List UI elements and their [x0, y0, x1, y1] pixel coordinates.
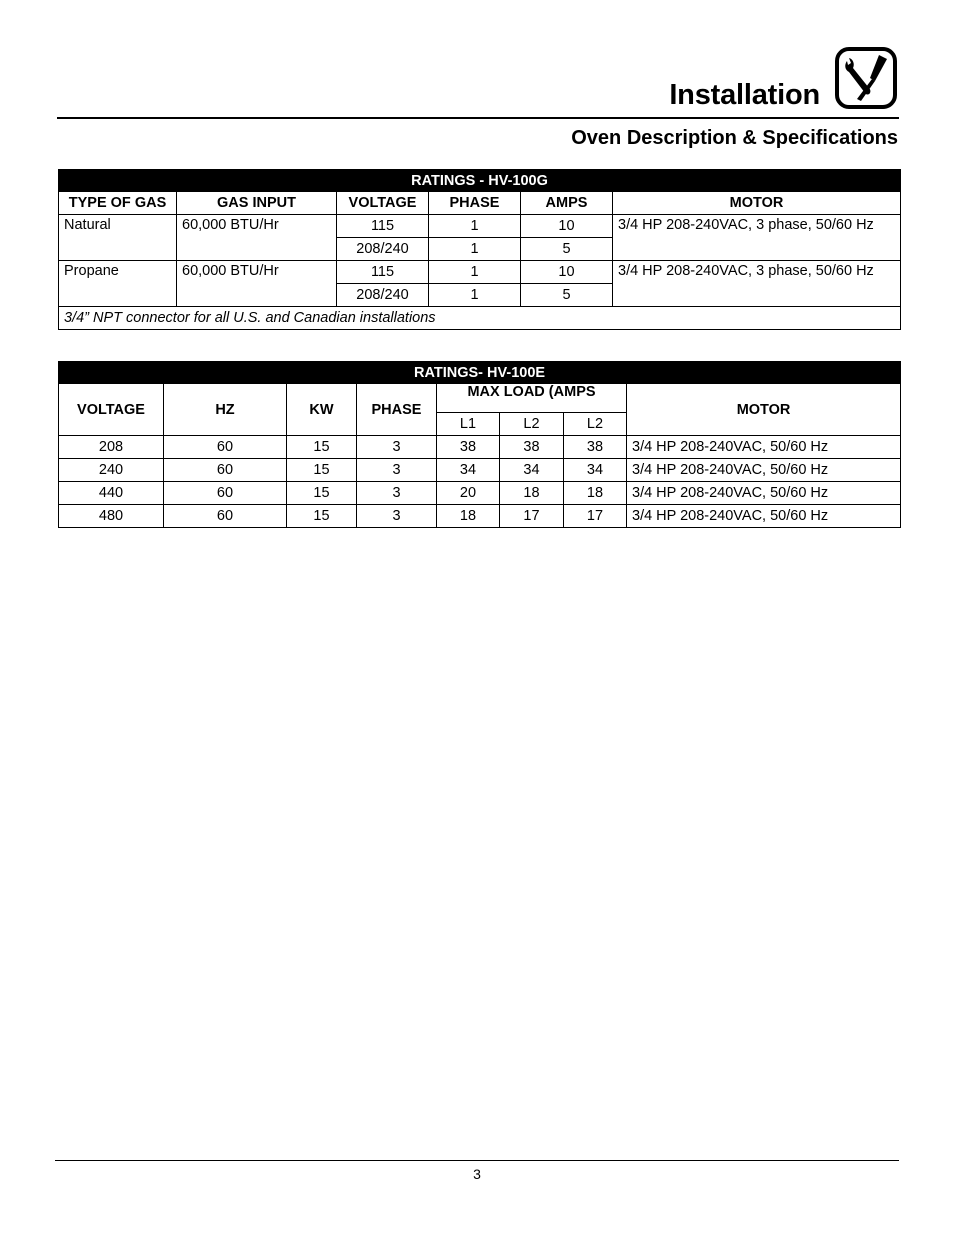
motor-cell: 3/4 HP 208-240VAC, 50/60 Hz	[627, 505, 901, 528]
voltage-cell: 440	[59, 482, 164, 505]
voltage-cell: 208/240	[337, 284, 429, 307]
l1-cell: 20	[437, 482, 500, 505]
column-header: MAX LOAD (AMPS	[437, 384, 627, 413]
voltage-cell: 240	[59, 459, 164, 482]
column-header: MOTOR	[627, 384, 901, 436]
ratings-hv-100e-table	[58, 361, 901, 528]
column-header: PHASE	[429, 192, 521, 215]
l3-cell: 17	[564, 505, 627, 528]
table-note: 3/4” NPT connector for all U.S. and Canadian installations	[59, 307, 901, 330]
page-number: 3	[473, 1166, 481, 1182]
column-header: TYPE OF GAS	[59, 192, 177, 215]
l2-cell: 17	[500, 505, 564, 528]
phase-cell: 1	[429, 261, 521, 284]
hz-cell: 60	[164, 459, 287, 482]
l1-cell: 18	[437, 505, 500, 528]
table-row	[59, 505, 901, 528]
table-title: RATINGS- HV-100E	[59, 362, 901, 384]
motor-cell: 3/4 HP 208-240VAC, 50/60 Hz	[627, 459, 901, 482]
voltage-cell: 208/240	[337, 238, 429, 261]
column-header: GAS INPUT	[177, 192, 337, 215]
voltage-cell: 115	[337, 215, 429, 238]
kw-cell: 15	[287, 505, 357, 528]
table-row	[59, 482, 901, 505]
wrench-screwdriver-icon	[835, 47, 897, 109]
column-header: KW	[287, 384, 357, 436]
page-title: Installation	[669, 79, 820, 111]
sub-header: L2	[500, 413, 564, 436]
header-divider	[57, 117, 899, 119]
column-header: VOLTAGE	[59, 384, 164, 436]
ratings-hv-100g-table	[58, 169, 901, 330]
motor-cell: 3/4 HP 208-240VAC, 3 phase, 50/60 Hz	[613, 215, 901, 261]
amps-cell: 5	[521, 238, 613, 261]
amps-cell: 5	[521, 284, 613, 307]
gas-input-cell: 60,000 BTU/Hr	[177, 215, 337, 261]
voltage-cell: 115	[337, 261, 429, 284]
voltage-cell: 480	[59, 505, 164, 528]
l3-cell: 34	[564, 459, 627, 482]
l3-cell: 38	[564, 436, 627, 459]
l2-cell: 38	[500, 436, 564, 459]
gas-input-cell: 60,000 BTU/Hr	[177, 261, 337, 307]
column-header: HZ	[164, 384, 287, 436]
motor-cell: 3/4 HP 208-240VAC, 50/60 Hz	[627, 436, 901, 459]
column-header: PHASE	[357, 384, 437, 436]
sub-header: L1	[437, 413, 500, 436]
l1-cell: 34	[437, 459, 500, 482]
column-header: AMPS	[521, 192, 613, 215]
table-row	[59, 215, 901, 238]
kw-cell: 15	[287, 436, 357, 459]
voltage-cell: 208	[59, 436, 164, 459]
gas-type-cell: Propane	[59, 261, 177, 307]
section-title: Oven Description & Specifications	[571, 127, 898, 149]
sub-header: L2	[564, 413, 627, 436]
footer-divider	[55, 1160, 899, 1161]
hz-cell: 60	[164, 505, 287, 528]
table-row	[59, 459, 901, 482]
phase-cell: 3	[357, 482, 437, 505]
phase-cell: 1	[429, 238, 521, 261]
phase-cell: 1	[429, 284, 521, 307]
amps-cell: 10	[521, 215, 613, 238]
hz-cell: 60	[164, 482, 287, 505]
l2-cell: 34	[500, 459, 564, 482]
phase-cell: 3	[357, 459, 437, 482]
phase-cell: 3	[357, 505, 437, 528]
l3-cell: 18	[564, 482, 627, 505]
hz-cell: 60	[164, 436, 287, 459]
kw-cell: 15	[287, 459, 357, 482]
gas-type-cell: Natural	[59, 215, 177, 261]
table-row	[59, 261, 901, 284]
column-header: VOLTAGE	[337, 192, 429, 215]
motor-cell: 3/4 HP 208-240VAC, 3 phase, 50/60 Hz	[613, 261, 901, 307]
l2-cell: 18	[500, 482, 564, 505]
table-row	[59, 436, 901, 459]
l1-cell: 38	[437, 436, 500, 459]
column-header: MOTOR	[613, 192, 901, 215]
phase-cell: 3	[357, 436, 437, 459]
table-title: RATINGS - HV-100G	[59, 170, 901, 192]
motor-cell: 3/4 HP 208-240VAC, 50/60 Hz	[627, 482, 901, 505]
kw-cell: 15	[287, 482, 357, 505]
phase-cell: 1	[429, 215, 521, 238]
amps-cell: 10	[521, 261, 613, 284]
